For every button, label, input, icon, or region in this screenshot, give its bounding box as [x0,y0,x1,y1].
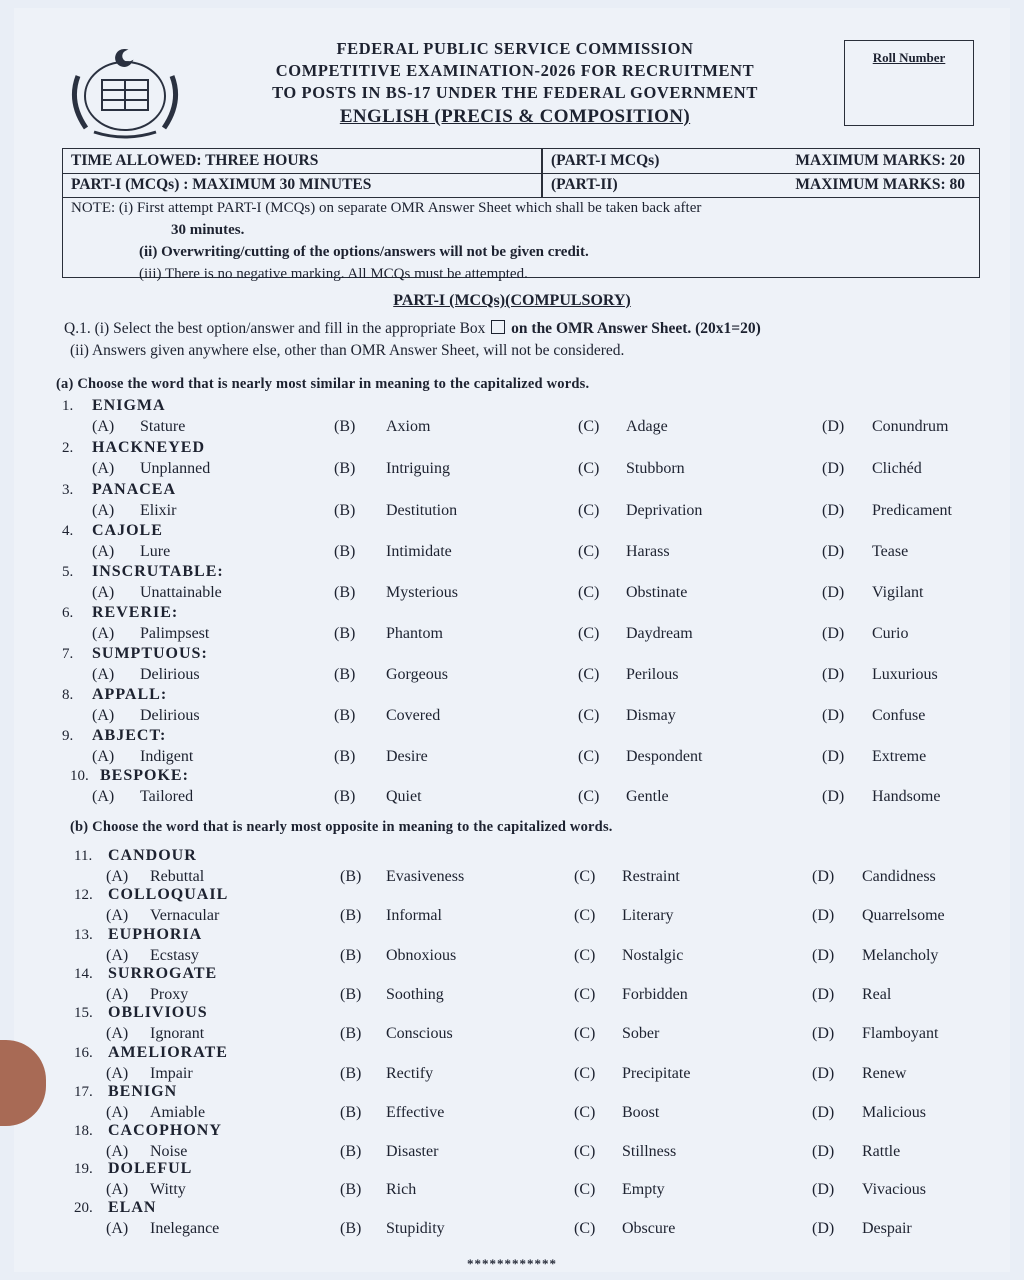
option-key: (C) [578,502,600,519]
option-text: Vigilant [872,584,924,601]
part1-marks: MAXIMUM MARKS: 20 [795,152,965,169]
option-key: (D) [822,418,845,435]
option-text: Renew [862,1065,907,1082]
option-text: Conundrum [872,418,949,435]
option-text: Stature [140,418,186,435]
option-text: Stupidity [386,1220,445,1237]
mcq-number: 11. [74,848,93,864]
mcq-item [0,687,1024,727]
option-key: (C) [574,1065,596,1082]
option-text: Harass [626,543,670,560]
option-key: (A) [106,907,129,924]
option-key: (A) [92,418,115,435]
option-key: (A) [92,543,115,560]
option-key: (C) [574,1104,596,1121]
roll-number-box[interactable] [844,40,974,126]
mcq-word: BENIGN [108,1083,178,1100]
q1-line1-b: on the OMR Answer Sheet. (20x1=20) [511,320,761,337]
option-text: Candidness [862,868,936,885]
option-text: Obscure [622,1220,676,1237]
mcq-word: OBLIVIOUS [108,1004,208,1021]
mcq-item [0,564,1024,604]
mcq-item [0,927,1024,967]
mcq-number: 14. [74,966,93,982]
mcq-word: HACKNEYED [92,439,206,456]
option-text: Nostalgic [622,947,684,964]
option-key: (B) [340,986,362,1003]
option-key: (D) [822,584,845,601]
option-key: (D) [812,868,835,885]
option-text: Amiable [150,1104,206,1121]
option-text: Intimidate [386,543,452,560]
mcq-word: APPALL: [92,686,168,703]
option-key: (C) [578,707,600,724]
info-row-2 [63,173,979,198]
option-key: (C) [578,584,600,601]
option-text: Rich [386,1181,417,1198]
option-key: (A) [106,1220,129,1237]
option-key: (D) [812,1181,835,1198]
option-text: Handsome [872,788,941,805]
option-text: Vernacular [150,907,220,924]
mcq-number: 5. [62,564,74,580]
option-key: (A) [92,460,115,477]
option-text: Conscious [386,1025,453,1042]
mcq-word: PANACEA [92,481,177,498]
option-text: Soothing [386,986,444,1003]
option-key: (D) [812,986,835,1003]
option-text: Ecstasy [150,947,199,964]
option-text: Impair [150,1065,193,1082]
mcq-number: 4. [62,523,74,539]
mcq-number: 16. [74,1045,93,1061]
mcq-item [0,1005,1024,1045]
option-key: (A) [106,1143,129,1160]
option-key: (D) [822,543,845,560]
option-key: (A) [92,625,115,642]
option-text: Indigent [140,748,194,765]
mcq-word: SUMPTUOUS: [92,645,208,662]
mcq-word: DOLEFUL [108,1160,193,1177]
option-key: (D) [822,707,845,724]
option-key: (B) [334,460,356,477]
option-key: (B) [340,1065,362,1082]
option-text: Proxy [150,986,189,1003]
option-text: Curio [872,625,909,642]
option-text: Unattainable [140,584,222,601]
option-text: Informal [386,907,442,924]
option-text: Deprivation [626,502,703,519]
header-line-1: FEDERAL PUBLIC SERVICE COMMISSION [336,39,694,58]
option-key: (B) [334,625,356,642]
mcq-word: CACOPHONY [108,1122,222,1139]
option-text: Despondent [626,748,703,765]
option-key: (B) [340,947,362,964]
option-text: Melancholy [862,947,939,964]
option-key: (C) [574,947,596,964]
option-text: Luxurious [872,666,938,683]
option-key: (C) [578,418,600,435]
option-text: Rebuttal [150,868,205,885]
part2-marks: MAXIMUM MARKS: 80 [795,176,965,193]
option-text: Gorgeous [386,666,448,683]
note-iii: (iii) There is no negative marking. All MCQs must be attempted. [139,266,528,282]
option-text: Gentle [626,788,669,805]
mcq-item [0,482,1024,522]
mcq-number: 15. [74,1005,93,1021]
option-text: Precipitate [622,1065,691,1082]
option-text: Destitution [386,502,458,519]
mcq-number: 12. [74,887,93,903]
mcq-item [0,848,1024,888]
mcq-word: BESPOKE: [100,767,189,784]
option-key: (C) [574,1143,596,1160]
option-key: (C) [574,1181,596,1198]
option-key: (C) [574,868,596,885]
option-key: (C) [578,788,600,805]
mcq-item [0,1084,1024,1124]
option-text: Despair [862,1220,912,1237]
option-text: Desire [386,748,428,765]
subject-title: ENGLISH (PRECIS & COMPOSITION) [339,106,691,127]
option-key: (D) [812,1220,835,1237]
option-text: Disaster [386,1143,439,1160]
part-title: PART-I (MCQs)(COMPULSORY) [393,292,631,309]
mcq-item [0,523,1024,563]
note-ii: (ii) Overwriting/cutting of the options/answers will not be given credit. [139,244,589,260]
mcq-word: EUPHORIA [108,926,203,943]
mcq-word: COLLOQUAIL [108,886,229,903]
option-key: (A) [106,1104,129,1121]
option-text: Sober [622,1025,660,1042]
option-text: Dismay [626,707,676,724]
mcq-word: CANDOUR [108,847,197,864]
option-text: Predicament [872,502,952,519]
option-text: Daydream [626,625,693,642]
option-key: (D) [812,1143,835,1160]
option-key: (D) [822,460,845,477]
option-key: (A) [106,947,129,964]
mcq-number: 8. [62,687,74,703]
mcq-word: ENIGMA [92,397,166,414]
option-text: Confuse [872,707,926,724]
option-text: Stubborn [626,460,685,477]
option-text: Flamboyant [862,1025,939,1042]
option-key: (D) [812,907,835,924]
option-key: (C) [578,666,600,683]
note-block [71,197,971,285]
option-text: Malicious [862,1104,926,1121]
q1-line2: (ii) Answers given anywhere else, other than OMR Answer Sheet, will not be considered. [70,342,625,359]
mcq-word: REVERIE: [92,604,179,621]
header-line-2: COMPETITIVE EXAMINATION-2026 FOR RECRUITMENT [275,61,755,80]
option-text: Boost [622,1104,660,1121]
mcq-item [0,646,1024,686]
option-key: (A) [92,788,115,805]
option-text: Witty [150,1181,186,1198]
option-key: (D) [822,502,845,519]
option-key: (A) [106,1025,129,1042]
option-key: (C) [578,748,600,765]
mcq-word: CAJOLE [92,522,163,539]
option-text: Palimpsest [140,625,210,642]
question-1-instructions [64,318,994,362]
exam-header [200,38,830,104]
option-key: (A) [106,868,129,885]
mcq-word: ELAN [108,1199,157,1216]
mcq-item [0,1161,1024,1201]
option-text: Extreme [872,748,927,765]
option-text: Ignorant [150,1025,205,1042]
option-text: Rectify [386,1065,434,1082]
mcq-item [0,728,1024,768]
header-line-3: TO POSTS IN BS-17 UNDER THE FEDERAL GOVERNMENT [272,83,758,102]
option-text: Lure [140,543,171,560]
mcq-item [0,1123,1024,1163]
mcq-item [0,605,1024,645]
option-text: Intriguing [386,460,450,477]
mcq-number: 18. [74,1123,93,1139]
option-text: Adage [626,418,668,435]
option-key: (A) [106,986,129,1003]
info-row-1 [63,149,979,174]
mcq-word: SURROGATE [108,965,218,982]
option-key: (B) [334,666,356,683]
option-key: (D) [812,1104,835,1121]
option-key: (D) [822,748,845,765]
end-marker: ************ [467,1256,557,1271]
fpsc-emblem-icon [64,46,186,142]
option-text: Mysterious [386,584,458,601]
part2-label: (PART-II) [551,176,618,193]
mcq-number: 1. [62,398,74,414]
mcq-item [0,887,1024,927]
option-key: (D) [822,788,845,805]
option-key: (B) [340,1181,362,1198]
option-key: (B) [334,748,356,765]
mcq-item [0,440,1024,480]
option-key: (B) [340,907,362,924]
option-key: (B) [340,1143,362,1160]
option-text: Rattle [862,1143,901,1160]
option-text: Evasiveness [386,868,465,885]
option-key: (C) [574,1220,596,1237]
option-text: Empty [622,1181,665,1198]
option-key: (D) [812,1065,835,1082]
mcq-number: 9. [62,728,74,744]
mcq-number: 10. [70,768,89,784]
option-key: (C) [574,907,596,924]
option-text: Forbidden [622,986,688,1003]
option-key: (A) [106,1065,129,1082]
mcq-number: 7. [62,646,74,662]
mcq-word: INSCRUTABLE: [92,563,224,580]
option-key: (D) [822,666,845,683]
option-text: Axiom [386,418,431,435]
option-text: Stillness [622,1143,677,1160]
option-key: (A) [92,502,115,519]
section-a-heading: (a) Choose the word that is nearly most similar in meaning to the capitalized words. [56,376,590,392]
option-text: Phantom [386,625,443,642]
option-text: Unplanned [140,460,211,477]
option-text: Covered [386,707,441,724]
time-allowed: TIME ALLOWED: THREE HOURS [71,152,319,169]
part1-time: PART-I (MCQs) : MAXIMUM 30 MINUTES [71,176,372,193]
option-key: (A) [106,1181,129,1198]
exam-info-table [62,148,980,282]
mcq-item [0,1045,1024,1085]
option-key: (C) [578,625,600,642]
mcq-number: 19. [74,1161,93,1177]
section-b-heading: (b) Choose the word that is nearly most opposite in meaning to the capitalized words. [70,819,613,835]
mcq-number: 17. [74,1084,93,1100]
table-divider [541,149,543,197]
option-text: Quarrelsome [862,907,945,924]
mcq-item [0,966,1024,1006]
option-text: Restraint [622,868,680,885]
roll-number-label: Roll Number [872,50,946,65]
option-key: (B) [334,788,356,805]
option-key: (D) [822,625,845,642]
mcq-number: 13. [74,927,93,943]
option-text: Inelegance [150,1220,220,1237]
option-key: (C) [574,1025,596,1042]
option-key: (D) [812,947,835,964]
mcq-number: 6. [62,605,74,621]
option-text: Literary [622,907,674,924]
mcq-number: 20. [74,1200,93,1216]
option-text: Clichéd [872,460,922,477]
mcq-number: 3. [62,482,74,498]
option-key: (B) [334,707,356,724]
option-text: Delirious [140,707,200,724]
option-key: (B) [340,1025,362,1042]
option-text: Noise [150,1143,188,1160]
option-text: Perilous [626,666,679,683]
mcq-number: 2. [62,440,74,456]
note-i-cont: 30 minutes. [171,222,245,238]
option-key: (B) [334,418,356,435]
option-key: (B) [334,543,356,560]
option-key: (B) [334,584,356,601]
option-text: Quiet [386,788,422,805]
option-key: (D) [812,1025,835,1042]
option-key: (A) [92,707,115,724]
option-text: Tailored [140,788,194,805]
option-text: Obstinate [626,584,688,601]
option-key: (B) [334,502,356,519]
option-text: Elixir [140,502,177,519]
checkbox-icon [491,320,505,334]
option-text: Obnoxious [386,947,457,964]
option-text: Effective [386,1104,445,1121]
option-key: (A) [92,666,115,683]
mcq-item [0,398,1024,438]
option-text: Tease [872,543,909,560]
mcq-item [0,768,1024,808]
mcq-item [0,1200,1024,1240]
option-text: Delirious [140,666,200,683]
option-key: (C) [578,460,600,477]
option-key: (A) [92,748,115,765]
option-key: (B) [340,1220,362,1237]
part1-label: (PART-I MCQs) [551,152,660,169]
q1-line1-a: Q.1. (i) Select the best option/answer and fill in the appropriate Box [64,320,486,337]
option-key: (A) [92,584,115,601]
option-key: (C) [578,543,600,560]
note-i: NOTE: (i) First attempt PART-I (MCQs) on separate OMR Answer Sheet which shall be taken back after [71,200,702,216]
option-key: (C) [574,986,596,1003]
mcq-word: ABJECT: [92,727,167,744]
option-key: (B) [340,1104,362,1121]
option-text: Real [862,986,892,1003]
mcq-word: AMELIORATE [108,1044,228,1061]
option-key: (B) [340,868,362,885]
option-text: Vivacious [862,1181,926,1198]
